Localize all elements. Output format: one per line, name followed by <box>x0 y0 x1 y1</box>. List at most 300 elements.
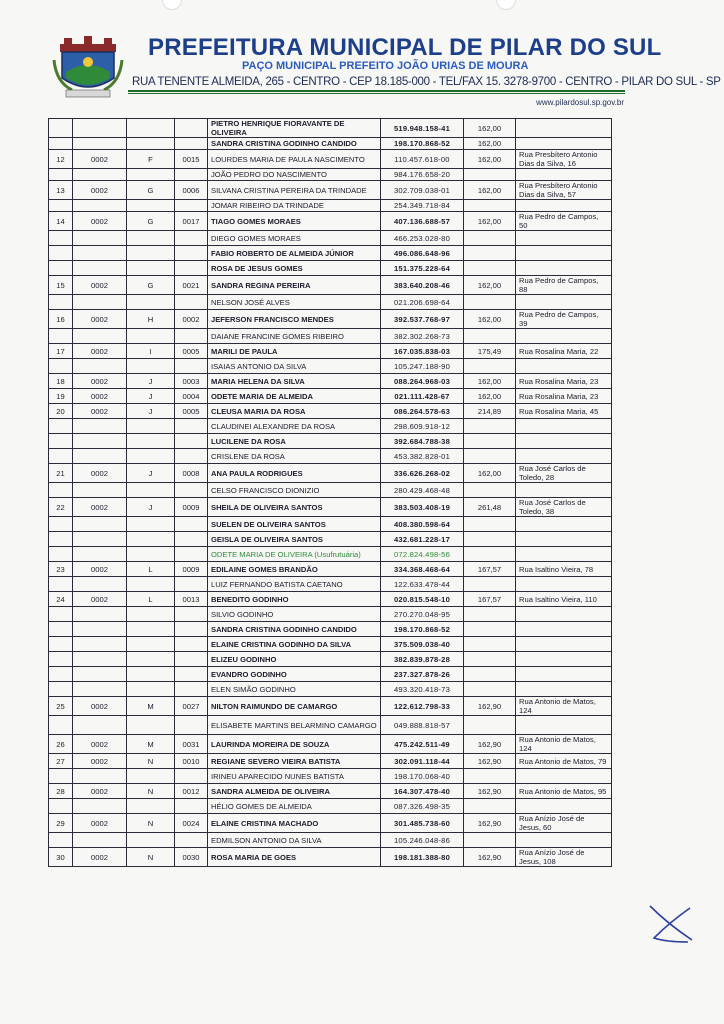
owner-name: SANDRA CRISTINA GODINHO CANDIDO <box>208 138 381 150</box>
lot-area: 162,00 <box>464 310 516 329</box>
row-number <box>49 532 73 547</box>
block-number: 0002 <box>73 150 127 169</box>
lot-number <box>175 622 208 637</box>
owner-name: BENEDITO GODINHO <box>208 592 381 607</box>
block-number <box>73 261 127 276</box>
lot-address: Rua Anízio José de Jesus, 108 <box>516 848 612 867</box>
lot-number: 0015 <box>175 150 208 169</box>
lot-area: 167,57 <box>464 562 516 577</box>
table-row <box>49 622 612 637</box>
table-row <box>49 532 612 547</box>
row-number <box>49 419 73 434</box>
lot-address <box>516 682 612 697</box>
lot-number: 0031 <box>175 735 208 754</box>
row-number: 27 <box>49 754 73 769</box>
block-number <box>73 246 127 261</box>
block-number <box>73 652 127 667</box>
block-number: 0002 <box>73 735 127 754</box>
owner-cpf: 087.326.498-35 <box>381 799 464 814</box>
punch-hole-right <box>496 0 516 10</box>
row-number <box>49 577 73 592</box>
block-number <box>73 577 127 592</box>
row-number <box>49 637 73 652</box>
table-row <box>49 200 612 212</box>
lot-number <box>175 246 208 261</box>
owner-cpf: 198.170.868-52 <box>381 622 464 637</box>
lot-number: 0002 <box>175 310 208 329</box>
lot-area <box>464 434 516 449</box>
municipal-crest-icon <box>52 30 124 100</box>
owner-name: CLAUDINEI ALEXANDRE DA ROSA <box>208 419 381 434</box>
owner-name: SILVANA CRISTINA PEREIRA DA TRINDADE <box>208 181 381 200</box>
block-number <box>73 138 127 150</box>
block-number: 0002 <box>73 754 127 769</box>
row-number <box>49 329 73 344</box>
lot-number <box>175 261 208 276</box>
lot-area <box>464 517 516 532</box>
lot-area: 162,00 <box>464 150 516 169</box>
owner-cpf: 392.684.788-38 <box>381 434 464 449</box>
lot-address <box>516 517 612 532</box>
lot-letter <box>127 547 175 562</box>
owner-cpf: 383.640.208-46 <box>381 276 464 295</box>
owner-name: CELSO FRANCISCO DIONIZIO <box>208 483 381 498</box>
lot-number: 0006 <box>175 181 208 200</box>
lot-address: Rua Antonio de Matos, 95 <box>516 784 612 799</box>
lot-area <box>464 547 516 562</box>
lot-number: 0003 <box>175 374 208 389</box>
lot-address <box>516 547 612 562</box>
owner-cpf: 072.824.498-56 <box>381 547 464 562</box>
lot-address: Rua Pedro de Campos, 88 <box>516 276 612 295</box>
lot-area <box>464 359 516 374</box>
row-number <box>49 833 73 848</box>
page-subtitle: PAÇO MUNICIPAL PREFEITO JOÃO URIAS DE MOURA <box>242 60 529 72</box>
block-number <box>73 359 127 374</box>
owner-name: SANDRA CRISTINA GODINHO CANDIDO <box>208 622 381 637</box>
table-row <box>49 637 612 652</box>
owner-cpf: 375.509.038-40 <box>381 637 464 652</box>
lot-number <box>175 200 208 212</box>
lot-address: Rua Rosalina Maria, 45 <box>516 404 612 419</box>
lot-number: 0009 <box>175 562 208 577</box>
lot-number <box>175 483 208 498</box>
owner-name: IRINEU APARECIDO NUNES BATISTA <box>208 769 381 784</box>
lot-letter <box>127 637 175 652</box>
table-row <box>49 295 612 310</box>
lot-number <box>175 532 208 547</box>
lot-letter <box>127 833 175 848</box>
lot-letter <box>127 682 175 697</box>
lot-area: 162,00 <box>464 181 516 200</box>
lot-letter: G <box>127 212 175 231</box>
owner-name: ELISABETE MARTINS BELARMINO CAMARGO <box>208 716 381 735</box>
owner-cpf: 122.612.798-33 <box>381 697 464 716</box>
lot-area: 162,90 <box>464 784 516 799</box>
lot-area: 162,90 <box>464 735 516 754</box>
lot-address: Rua Antonio de Matos, 79 <box>516 754 612 769</box>
table-row <box>49 517 612 532</box>
owner-name: MARILI DE PAULA <box>208 344 381 359</box>
owner-cpf: 198.170.068-40 <box>381 769 464 784</box>
row-number <box>49 483 73 498</box>
owner-cpf: 122.633.478-44 <box>381 577 464 592</box>
lot-address <box>516 449 612 464</box>
lot-letter <box>127 419 175 434</box>
lot-letter: G <box>127 276 175 295</box>
table-row <box>49 848 612 867</box>
owner-cpf: 151.375.228-64 <box>381 261 464 276</box>
lot-address <box>516 622 612 637</box>
block-number: 0002 <box>73 784 127 799</box>
row-number <box>49 434 73 449</box>
table-row <box>49 547 612 562</box>
owner-cpf: 086.264.578-63 <box>381 404 464 419</box>
owner-name: ODETE MARIA DE ALMEIDA <box>208 389 381 404</box>
lot-number <box>175 169 208 181</box>
owner-cpf: 453.382.828-01 <box>381 449 464 464</box>
lot-area <box>464 419 516 434</box>
owner-name: ISAIAS ANTONIO DA SILVA <box>208 359 381 374</box>
owner-name: SHEILA DE OLIVEIRA SANTOS <box>208 498 381 517</box>
lot-address <box>516 532 612 547</box>
lot-address: Rua Antonio de Matos, 124 <box>516 735 612 754</box>
lot-letter <box>127 716 175 735</box>
lot-letter <box>127 799 175 814</box>
row-number <box>49 246 73 261</box>
owner-name: SANDRA ALMEIDA DE OLIVEIRA <box>208 784 381 799</box>
lot-letter: J <box>127 464 175 483</box>
lot-letter <box>127 667 175 682</box>
table-row <box>49 577 612 592</box>
table-row <box>49 329 612 344</box>
table-row <box>49 814 612 833</box>
owner-cpf: 519.948.158-41 <box>381 119 464 138</box>
lot-address: Rua Isaltino Vieira, 78 <box>516 562 612 577</box>
table-row <box>49 276 612 295</box>
table-row <box>49 138 612 150</box>
table-row <box>49 261 612 276</box>
owner-cpf: 496.086.648-96 <box>381 246 464 261</box>
block-number <box>73 637 127 652</box>
lot-address <box>516 261 612 276</box>
lot-letter <box>127 246 175 261</box>
table-row <box>49 562 612 577</box>
lot-number <box>175 799 208 814</box>
lot-area <box>464 231 516 246</box>
lot-number <box>175 231 208 246</box>
block-number <box>73 517 127 532</box>
row-number: 29 <box>49 814 73 833</box>
lot-number <box>175 769 208 784</box>
block-number: 0002 <box>73 697 127 716</box>
lot-address <box>516 652 612 667</box>
block-number <box>73 769 127 784</box>
lot-address: Rua Presbítero Antonio Dias da Silva, 16 <box>516 150 612 169</box>
lot-area <box>464 769 516 784</box>
lot-area <box>464 532 516 547</box>
owner-cpf: 254.349.718-84 <box>381 200 464 212</box>
lot-address: Rua Rosalina Maria, 23 <box>516 374 612 389</box>
lot-address <box>516 716 612 735</box>
block-number: 0002 <box>73 310 127 329</box>
table-row <box>49 231 612 246</box>
owner-name: SILVIO GODINHO <box>208 607 381 622</box>
lot-letter: G <box>127 181 175 200</box>
block-number: 0002 <box>73 814 127 833</box>
lot-number <box>175 119 208 138</box>
row-number <box>49 517 73 532</box>
lot-address <box>516 419 612 434</box>
block-number <box>73 119 127 138</box>
lot-area: 162,00 <box>464 138 516 150</box>
lot-number <box>175 359 208 374</box>
block-number: 0002 <box>73 181 127 200</box>
header-divider <box>128 90 625 92</box>
row-number: 17 <box>49 344 73 359</box>
lot-address <box>516 359 612 374</box>
lot-number: 0005 <box>175 344 208 359</box>
lot-letter: M <box>127 697 175 716</box>
block-number <box>73 682 127 697</box>
lot-address <box>516 119 612 138</box>
table-row <box>49 419 612 434</box>
block-number: 0002 <box>73 276 127 295</box>
owner-cpf: 301.485.738-60 <box>381 814 464 833</box>
owner-name: JOMAR RIBEIRO DA TRINDADE <box>208 200 381 212</box>
owner-name: CLEUSA MARIA DA ROSA <box>208 404 381 419</box>
lot-area <box>464 716 516 735</box>
lot-address: Rua Antonio de Matos, 124 <box>516 697 612 716</box>
lot-address <box>516 295 612 310</box>
owner-name: SANDRA REGINA PEREIRA <box>208 276 381 295</box>
lot-area: 261,48 <box>464 498 516 517</box>
owner-cpf: 164.307.478-40 <box>381 784 464 799</box>
owner-cpf: 475.242.511-49 <box>381 735 464 754</box>
owner-name: ANA PAULA RODRIGUES <box>208 464 381 483</box>
lot-address <box>516 329 612 344</box>
lot-address: Rua José Carlos de Toledo, 38 <box>516 498 612 517</box>
table-row <box>49 483 612 498</box>
owner-name: ELAINE CRISTINA GODINHO DA SILVA <box>208 637 381 652</box>
owner-name: ELEN SIMÃO GODINHO <box>208 682 381 697</box>
lot-letter <box>127 200 175 212</box>
lot-address: Rua Presbítero Antonio Dias da Silva, 57 <box>516 181 612 200</box>
lot-address <box>516 434 612 449</box>
owner-name: REGIANE SEVERO VIEIRA BATISTA <box>208 754 381 769</box>
registry-table <box>48 118 612 867</box>
lot-area: 162,00 <box>464 212 516 231</box>
table-row <box>49 697 612 716</box>
owner-cpf: 105.247.188-90 <box>381 359 464 374</box>
lot-letter: J <box>127 498 175 517</box>
owner-name: LUIZ FERNANDO BATISTA CAETANO <box>208 577 381 592</box>
lot-letter: L <box>127 592 175 607</box>
lot-letter <box>127 434 175 449</box>
lot-area <box>464 622 516 637</box>
row-number: 24 <box>49 592 73 607</box>
lot-number <box>175 667 208 682</box>
owner-name: HÉLIO GOMES DE ALMEIDA <box>208 799 381 814</box>
lot-number: 0005 <box>175 404 208 419</box>
owner-name: ODETE MARIA DE OLIVEIRA (Usufrutuária) <box>208 547 381 562</box>
lot-address <box>516 138 612 150</box>
block-number <box>73 231 127 246</box>
lot-letter <box>127 607 175 622</box>
lot-letter <box>127 138 175 150</box>
owner-cpf: 407.136.688-57 <box>381 212 464 231</box>
lot-area <box>464 667 516 682</box>
owner-name: ROSA DE JESUS GOMES <box>208 261 381 276</box>
lot-area: 162,00 <box>464 389 516 404</box>
lot-address <box>516 769 612 784</box>
lot-address: Rua José Carlos de Toledo, 28 <box>516 464 612 483</box>
table-row <box>49 833 612 848</box>
lot-letter: N <box>127 754 175 769</box>
lot-letter <box>127 329 175 344</box>
lot-area: 162,00 <box>464 276 516 295</box>
row-number <box>49 231 73 246</box>
lot-number <box>175 295 208 310</box>
owner-name: PIETRO HENRIQUE FIORAVANTE DE OLIVEIRA <box>208 119 381 138</box>
lot-letter <box>127 119 175 138</box>
table-row <box>49 667 612 682</box>
lot-address <box>516 833 612 848</box>
row-number: 22 <box>49 498 73 517</box>
lot-number: 0030 <box>175 848 208 867</box>
table-row <box>49 784 612 799</box>
owner-name: LOURDES MARIA DE PAULA NASCIMENTO <box>208 150 381 169</box>
owner-cpf: 198.181.388-80 <box>381 848 464 867</box>
owner-name: DAIANE FRANCINE GOMES RIBEIRO <box>208 329 381 344</box>
lot-letter <box>127 261 175 276</box>
owner-name: EDILAINE GOMES BRANDÃO <box>208 562 381 577</box>
table-row <box>49 754 612 769</box>
table-row <box>49 716 612 735</box>
table-row <box>49 359 612 374</box>
block-number: 0002 <box>73 389 127 404</box>
owner-cpf: 336.626.268-02 <box>381 464 464 483</box>
block-number <box>73 667 127 682</box>
header-address: RUA TENENTE ALMEIDA, 265 - CENTRO - CEP 18.185-000 - TEL/FAX 15. 3278-9700 - CENTRO - PILAR DO SUL - SP <box>132 76 721 88</box>
lot-area <box>464 200 516 212</box>
block-number: 0002 <box>73 404 127 419</box>
table-row <box>49 169 612 181</box>
row-number: 21 <box>49 464 73 483</box>
owner-cpf: 020.815.548-10 <box>381 592 464 607</box>
row-number: 25 <box>49 697 73 716</box>
lot-letter <box>127 483 175 498</box>
lot-number: 0009 <box>175 498 208 517</box>
lot-area: 214,89 <box>464 404 516 419</box>
lot-address: Rua Pedro de Campos, 50 <box>516 212 612 231</box>
block-number <box>73 329 127 344</box>
owner-name: GEISLA DE OLIVEIRA SANTOS <box>208 532 381 547</box>
lot-letter: N <box>127 784 175 799</box>
lot-number: 0012 <box>175 784 208 799</box>
owner-cpf: 493.320.418-73 <box>381 682 464 697</box>
owner-cpf: 110.457.618-00 <box>381 150 464 169</box>
row-number <box>49 607 73 622</box>
lot-letter <box>127 169 175 181</box>
lot-number: 0013 <box>175 592 208 607</box>
owner-name: EVANDRO GODINHO <box>208 667 381 682</box>
owner-cpf: 302.709.038-01 <box>381 181 464 200</box>
owner-name: CRISLENE DA ROSA <box>208 449 381 464</box>
lot-number <box>175 577 208 592</box>
lot-letter: J <box>127 374 175 389</box>
table-row <box>49 607 612 622</box>
lot-area <box>464 682 516 697</box>
owner-cpf: 383.503.408-19 <box>381 498 464 517</box>
table-row <box>49 652 612 667</box>
lot-address <box>516 607 612 622</box>
row-number <box>49 682 73 697</box>
lot-number <box>175 517 208 532</box>
lot-number <box>175 434 208 449</box>
lot-area <box>464 261 516 276</box>
owner-name: LUCILENE DA ROSA <box>208 434 381 449</box>
lot-area <box>464 329 516 344</box>
block-number <box>73 833 127 848</box>
table-row <box>49 592 612 607</box>
lot-address: Rua Anízio José de Jesus, 60 <box>516 814 612 833</box>
table-row <box>49 464 612 483</box>
lot-area: 162,00 <box>464 119 516 138</box>
row-number: 18 <box>49 374 73 389</box>
website-link[interactable]: www.pilardosul.sp.gov.br <box>536 98 624 107</box>
row-number <box>49 261 73 276</box>
lot-area <box>464 799 516 814</box>
lot-letter: J <box>127 404 175 419</box>
row-number <box>49 138 73 150</box>
block-number: 0002 <box>73 562 127 577</box>
table-row <box>49 769 612 784</box>
owner-cpf: 021.206.698-64 <box>381 295 464 310</box>
lot-letter: F <box>127 150 175 169</box>
lot-letter <box>127 449 175 464</box>
row-number <box>49 652 73 667</box>
row-number <box>49 169 73 181</box>
block-number <box>73 295 127 310</box>
row-number: 28 <box>49 784 73 799</box>
row-number <box>49 449 73 464</box>
lot-area: 162,90 <box>464 754 516 769</box>
lot-number <box>175 138 208 150</box>
lot-address: Rua Rosalina Maria, 22 <box>516 344 612 359</box>
block-number: 0002 <box>73 374 127 389</box>
owner-name: JEFERSON FRANCISCO MENDES <box>208 310 381 329</box>
owner-cpf: 408.380.598-64 <box>381 517 464 532</box>
lot-area <box>464 833 516 848</box>
lot-area: 162,90 <box>464 814 516 833</box>
lot-number: 0004 <box>175 389 208 404</box>
row-number: 26 <box>49 735 73 754</box>
lot-area <box>464 577 516 592</box>
block-number: 0002 <box>73 848 127 867</box>
row-number: 12 <box>49 150 73 169</box>
block-number: 0002 <box>73 212 127 231</box>
row-number <box>49 622 73 637</box>
table-row <box>49 799 612 814</box>
table-row <box>49 389 612 404</box>
lot-area <box>464 295 516 310</box>
lot-number: 0021 <box>175 276 208 295</box>
block-number <box>73 716 127 735</box>
block-number <box>73 607 127 622</box>
lot-number: 0008 <box>175 464 208 483</box>
lot-area: 162,00 <box>464 374 516 389</box>
